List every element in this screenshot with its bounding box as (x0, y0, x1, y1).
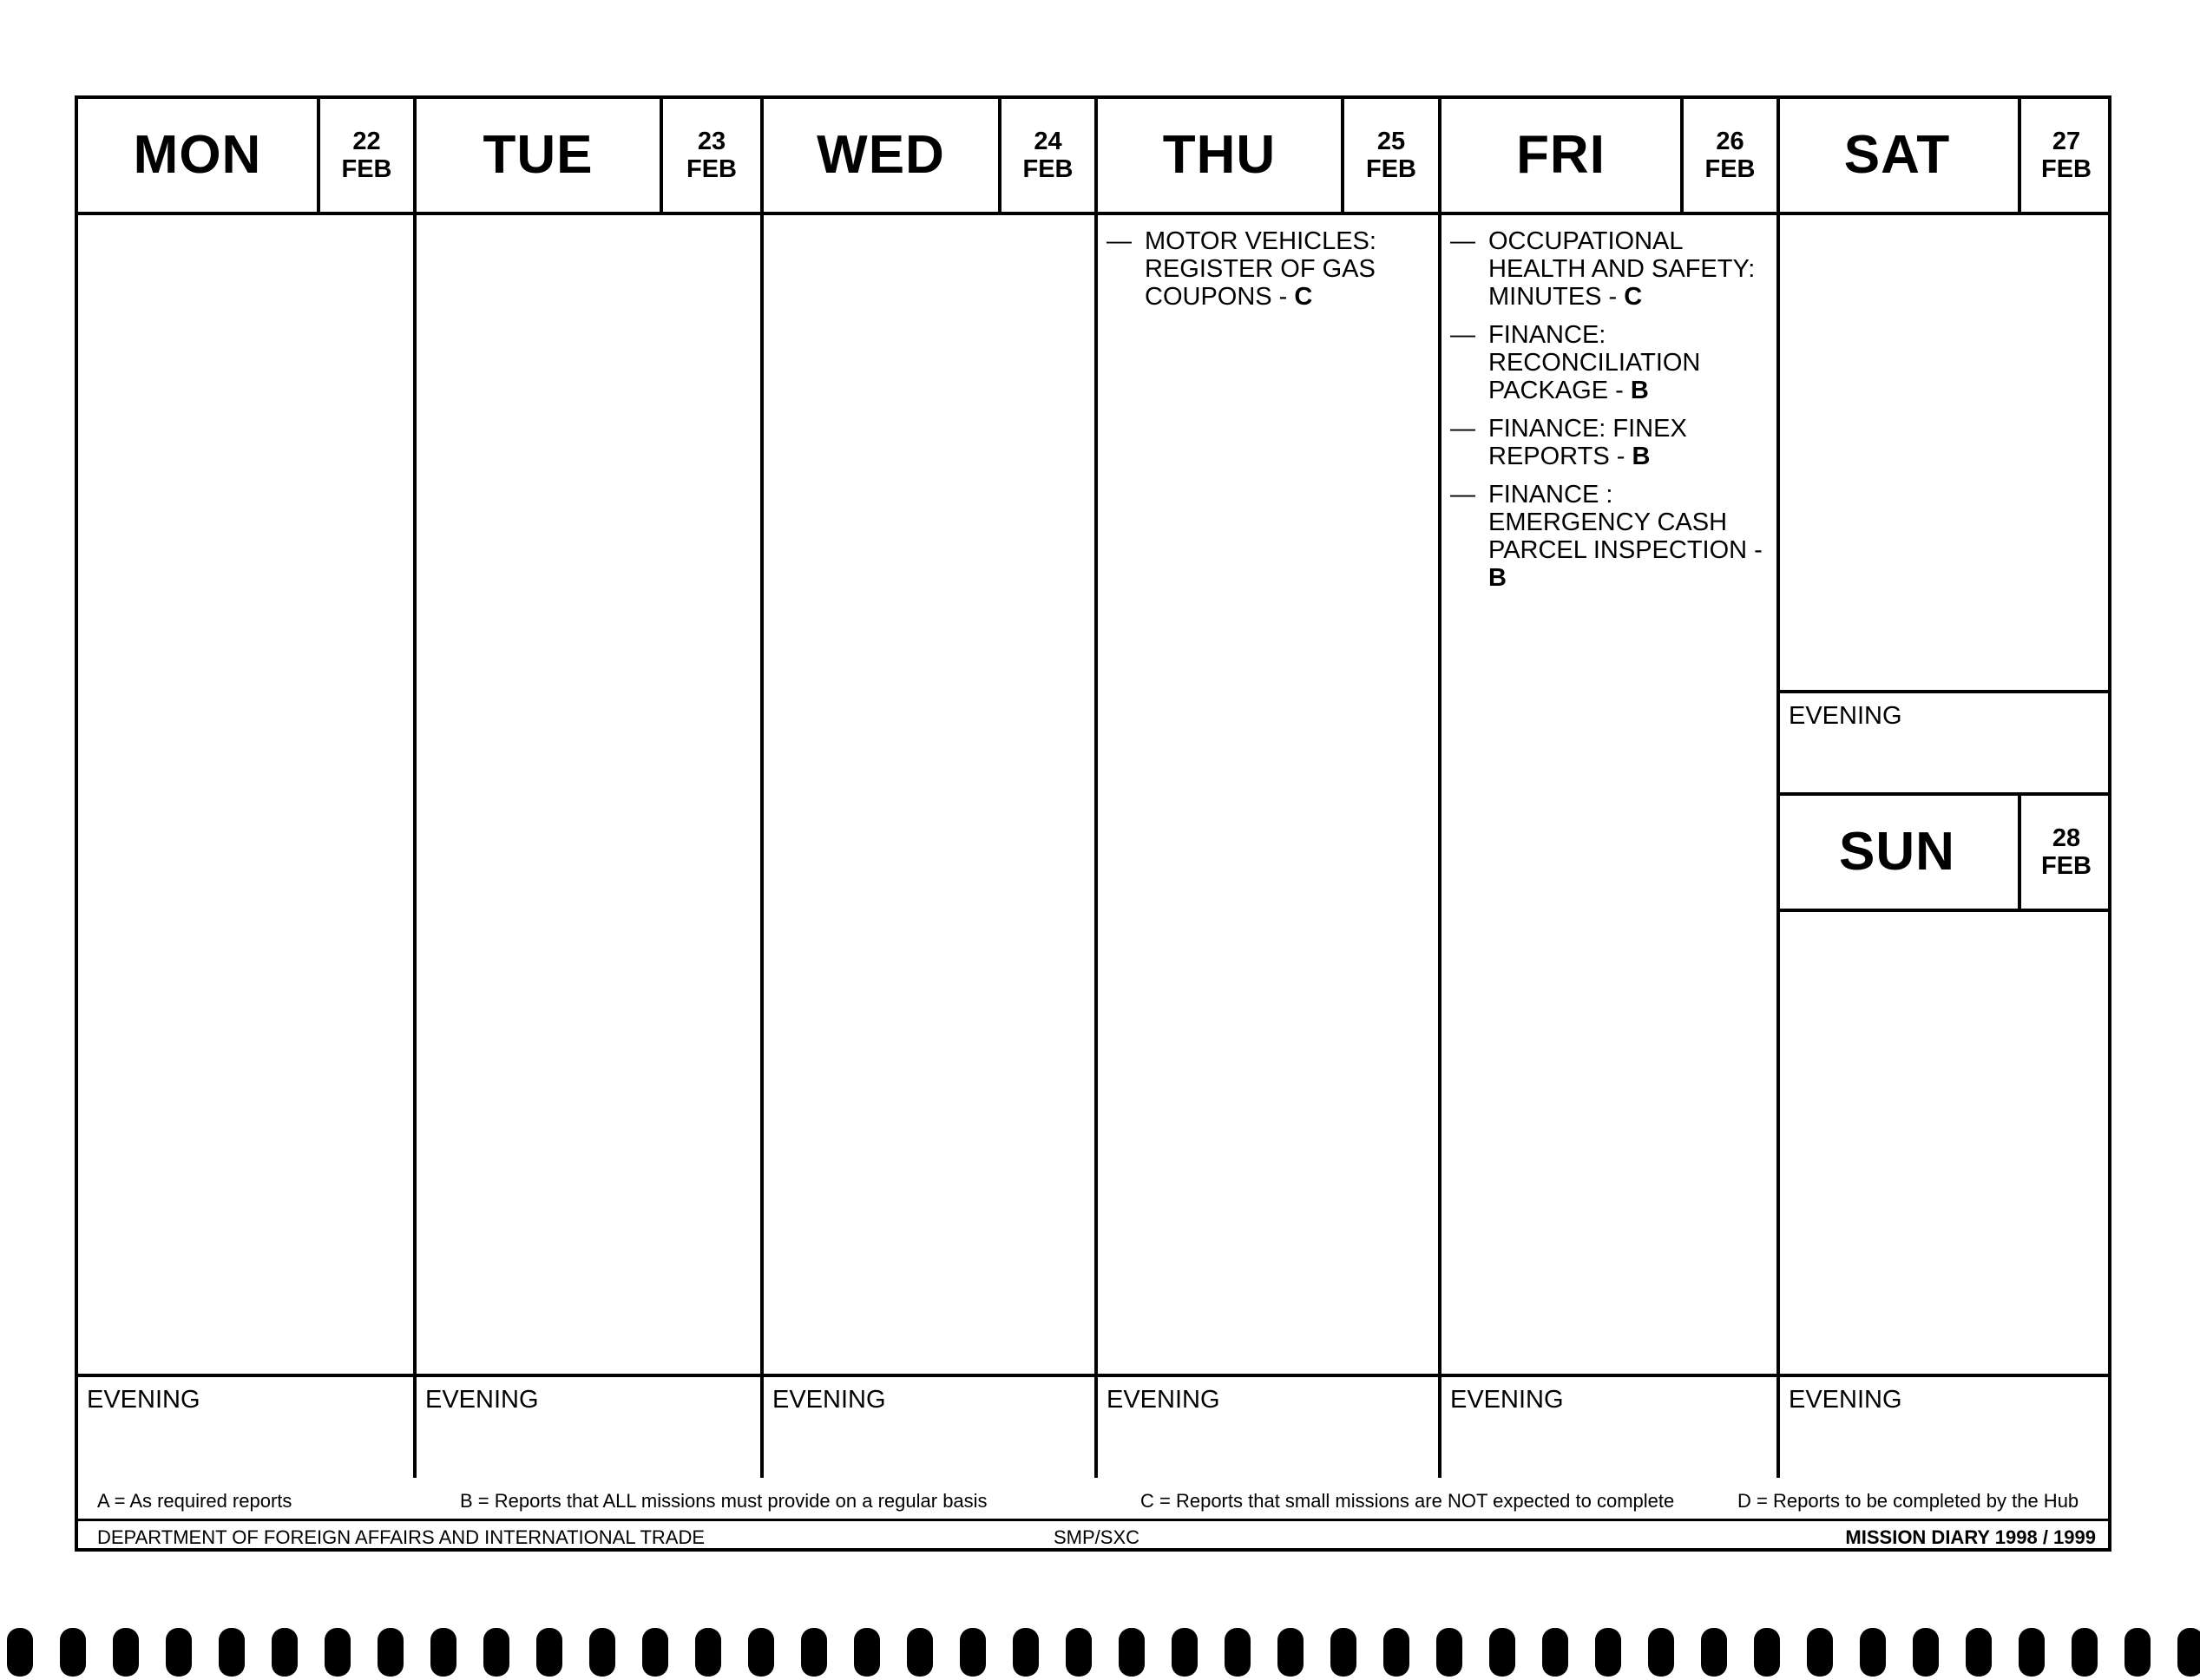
binding-hole (483, 1628, 509, 1677)
binding-hole (2072, 1628, 2098, 1677)
day-month: FEB (1704, 155, 1756, 183)
evening-box (1441, 1374, 1776, 1478)
binding-hole (1701, 1628, 1727, 1677)
day-date (1341, 99, 1438, 212)
list-item (1450, 481, 1770, 592)
binding-hole (1330, 1628, 1356, 1677)
evening-box (764, 1374, 1094, 1478)
entry-dash: — (1450, 227, 1475, 255)
binding-hole (642, 1628, 668, 1677)
binding-hole (1436, 1628, 1462, 1677)
day-name: WED (817, 125, 945, 185)
evening-box (417, 1374, 760, 1478)
day-column-tue (417, 99, 764, 1478)
binding-hole (113, 1628, 139, 1677)
binding-hole (219, 1628, 245, 1677)
report-code-legend (78, 1478, 2108, 1521)
evening-box-sat (1780, 690, 2111, 796)
entry-text: FINANCE : EMERGENCY CASH PARCEL INSPECTION - (1488, 481, 1763, 564)
day-header (78, 99, 413, 215)
evening-label: EVENING (1789, 702, 1902, 730)
binding-hole (1860, 1628, 1886, 1677)
report-code: B (1488, 564, 1507, 592)
page-footer (78, 1521, 2108, 1552)
day-number: 22 (352, 128, 381, 155)
day-month: FEB (1366, 155, 1416, 183)
evening-label: EVENING (1450, 1386, 1564, 1414)
day-header (1098, 99, 1438, 215)
evening-label: EVENING (1789, 1386, 1902, 1414)
binding-hole (272, 1628, 298, 1677)
day-month: FEB (1022, 155, 1074, 183)
day-month: FEB (686, 155, 737, 183)
day-date (660, 99, 760, 212)
evening-label: EVENING (425, 1386, 539, 1414)
binding-hole (960, 1628, 986, 1677)
binding-hole (1595, 1628, 1621, 1677)
binding-hole (907, 1628, 933, 1677)
legend-c: C = Reports that small missions are NOT expected to complete (1140, 1490, 1675, 1512)
binding-hole (1383, 1628, 1409, 1677)
day-name: SAT (1843, 125, 1951, 185)
legend-a: A = As required reports (97, 1490, 292, 1512)
list-item (1107, 227, 1431, 311)
day-header (1441, 99, 1776, 215)
evening-label: EVENING (87, 1386, 200, 1414)
legend-b: B = Reports that ALL missions must provide on a regular basis (460, 1490, 988, 1512)
day-date (317, 99, 413, 212)
report-code: B (1630, 377, 1649, 404)
entry-text: OCCUPATIONAL HEALTH AND SAFETY: MINUTES - (1488, 227, 1756, 311)
day-column-fri (1441, 99, 1780, 1478)
day-month: FEB (2041, 155, 2092, 183)
entry-text: MOTOR VEHICLES: REGISTER OF GAS COUPONS - (1145, 227, 1376, 311)
binding-hole (854, 1628, 880, 1677)
day-date (2018, 796, 2111, 909)
binding-hole (430, 1628, 456, 1677)
entry-dash: — (1450, 321, 1475, 349)
day-name: MON (133, 125, 262, 185)
binding-hole (1648, 1628, 1674, 1677)
day-month: FEB (2041, 852, 2092, 880)
binding-hole (1225, 1628, 1251, 1677)
binding-hole (589, 1628, 615, 1677)
day-number: 25 (1376, 128, 1406, 155)
report-code: C (1294, 283, 1313, 311)
entry-dash: — (1450, 415, 1475, 443)
evening-box (78, 1374, 413, 1478)
day-number: 27 (2052, 128, 2081, 155)
binding-hole (1754, 1628, 1780, 1677)
binding-hole (1807, 1628, 1833, 1677)
day-number: 26 (1716, 128, 1744, 155)
binding-hole (748, 1628, 774, 1677)
binding-hole (1013, 1628, 1039, 1677)
entry-dash: — (1107, 227, 1132, 255)
day-name: SUN (1839, 822, 1955, 882)
day-header (417, 99, 760, 215)
day-date (2018, 99, 2111, 212)
binding-hole (1966, 1628, 1992, 1677)
report-code: B (1632, 443, 1651, 470)
legend-d: D = Reports to be completed by the Hub (1737, 1490, 2079, 1512)
evening-box (1098, 1374, 1438, 1478)
entry-dash: — (1450, 481, 1475, 509)
day-name: FRI (1516, 125, 1606, 185)
entry-text: FINANCE: RECONCILIATION PACKAGE - (1488, 321, 1701, 404)
binding-hole (1172, 1628, 1198, 1677)
binding-hole (2124, 1628, 2151, 1677)
evening-label: EVENING (1107, 1386, 1220, 1414)
entries-list (1107, 227, 1431, 321)
document-code: SMP/SXC (1054, 1526, 1140, 1548)
day-column-thu (1098, 99, 1441, 1478)
list-item (1450, 321, 1770, 404)
diary-page (75, 95, 2111, 1552)
binding-hole (2019, 1628, 2045, 1677)
day-name: THU (1162, 125, 1277, 185)
binding-hole (166, 1628, 192, 1677)
spiral-binding (0, 1624, 2200, 1680)
day-column-wed (764, 99, 1098, 1478)
department-name: DEPARTMENT OF FOREIGN AFFAIRS AND INTERNATIONAL TRADE (97, 1526, 706, 1548)
binding-hole (7, 1628, 33, 1677)
day-column-weekend (1780, 99, 2111, 1478)
binding-hole (1913, 1628, 1939, 1677)
report-code: C (1624, 283, 1643, 311)
day-number: 24 (1034, 128, 1062, 155)
evening-label: EVENING (772, 1386, 886, 1414)
binding-hole (1489, 1628, 1515, 1677)
day-date (1680, 99, 1776, 212)
diary-title: MISSION DIARY 1998 / 1999 (1845, 1526, 2096, 1548)
binding-hole (2177, 1628, 2200, 1677)
list-item (1450, 415, 1770, 470)
day-date (998, 99, 1094, 212)
day-number: 23 (697, 128, 726, 155)
binding-hole (60, 1628, 86, 1677)
binding-hole (695, 1628, 721, 1677)
day-header-sat (1780, 99, 2111, 215)
day-header-sun (1780, 796, 2111, 912)
binding-hole (1066, 1628, 1092, 1677)
entries-list (1450, 227, 1770, 602)
binding-hole (1542, 1628, 1568, 1677)
binding-hole (1277, 1628, 1304, 1677)
day-name: TUE (483, 125, 594, 185)
evening-box-sun (1780, 1374, 2111, 1478)
entry-text: FINANCE: FINEX REPORTS - (1488, 415, 1687, 470)
binding-hole (801, 1628, 827, 1677)
binding-hole (536, 1628, 562, 1677)
list-item (1450, 227, 1770, 311)
day-number: 28 (2052, 824, 2081, 852)
day-column-mon (78, 99, 417, 1478)
day-month: FEB (341, 155, 392, 183)
binding-hole (378, 1628, 404, 1677)
binding-hole (1119, 1628, 1145, 1677)
day-header (764, 99, 1094, 215)
binding-hole (325, 1628, 351, 1677)
